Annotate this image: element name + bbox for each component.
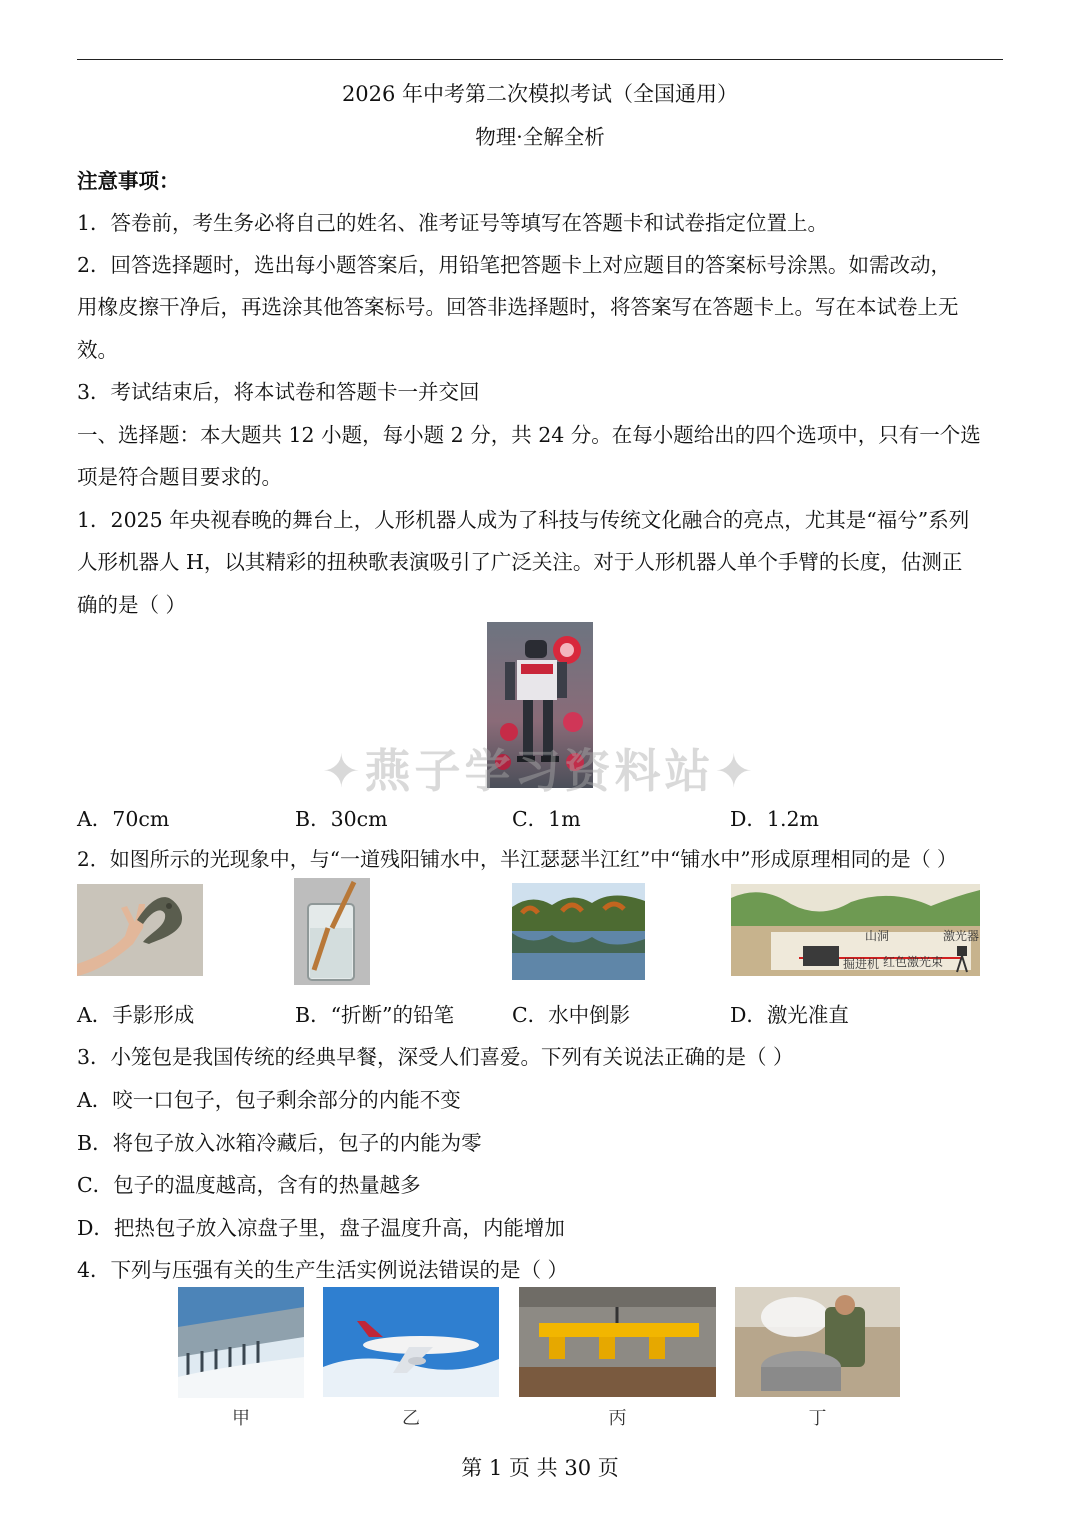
page-number: 第 1 页 共 30 页 xyxy=(461,1456,619,1480)
q1-option-d: D．1.2m xyxy=(730,807,819,831)
section-1-line-1: 一、选择题：本大题共 12 小题，每小题 2 分，共 24 分。在每小题给出的四个选项中，只有一个选 xyxy=(77,423,981,447)
q1-option-c: C．1m xyxy=(512,807,581,831)
diagram-label-laser: 激光器 xyxy=(943,929,980,943)
water-reflection-photo xyxy=(512,883,645,980)
q4-caption-yi: 乙 xyxy=(402,1408,420,1429)
q3-option-a: A．咬一口包子，包子剩余部分的内能不变 xyxy=(77,1088,461,1112)
q3-stem: 3．小笼包是我国传统的经典早餐，深受人们喜爱。下列有关说法正确的是（ ） xyxy=(77,1045,794,1069)
page-title: 2026 年中考第二次模拟考试（全国通用） xyxy=(341,82,739,106)
pressure-cooker-photo xyxy=(735,1287,900,1397)
page-subtitle: 物理·全解全析 xyxy=(475,125,605,149)
diagram-label-cave: 山洞 xyxy=(865,929,890,943)
q3-option-b: B．将包子放入冰箱冷藏后，包子的内能为零 xyxy=(77,1131,482,1155)
q2-option-b: B．“折断”的铅笔 xyxy=(295,1003,455,1027)
diagram-label-machine: 掘进机 xyxy=(843,957,880,971)
watermark-text: ✦燕子学习资料站✦ xyxy=(322,744,758,798)
notice-item-1: 1．答卷前，考生务必将自己的姓名、准考证号等填写在答题卡和试卷指定位置上。 xyxy=(77,211,829,235)
q1-option-a: A．70cm xyxy=(77,807,170,831)
magnetic-lifter-photo xyxy=(519,1287,716,1397)
header-rule xyxy=(77,59,1003,60)
q2-option-a: A．手影形成 xyxy=(77,1003,195,1027)
dam-photo xyxy=(178,1287,304,1398)
q1-stem-line-3: 确的是（ ） xyxy=(77,593,187,617)
q4-caption-ding: 丁 xyxy=(808,1408,827,1429)
q2-option-c: C．水中倒影 xyxy=(512,1003,631,1027)
airplane-photo xyxy=(323,1287,499,1397)
diagram-label-beam: 红色激光束 xyxy=(883,955,944,969)
q3-option-d: D．把热包子放入凉盘子里，盘子温度升高，内能增加 xyxy=(77,1216,565,1240)
q4-caption-bing: 丙 xyxy=(608,1408,627,1429)
laser-tunnel-diagram xyxy=(731,884,980,976)
q3-option-c: C．包子的温度越高，含有的热量越多 xyxy=(77,1173,421,1197)
q2-option-d: D．激光准直 xyxy=(730,1003,849,1027)
notice-heading: 注意事项： xyxy=(77,169,180,193)
notice-item-2-line-2: 用橡皮擦干净后，再选涂其他答案标号。回答非选择题时，将答案写在答题卡上。写在本试卷上无 xyxy=(77,295,959,319)
notice-item-3: 3．考试结束后，将本试卷和答题卡一并交回 xyxy=(77,380,480,404)
q4-stem: 4．下列与压强有关的生产生活实例说法错误的是（ ） xyxy=(77,1258,569,1282)
q1-stem-line-1: 1．2025 年央视春晚的舞台上，人形机器人成为了科技与传统文化融合的亮点，尤其是“福兮”系列 xyxy=(77,508,970,532)
notice-item-2-line-3: 效。 xyxy=(77,338,118,362)
section-1-line-2: 项是符合题目要求的。 xyxy=(77,465,282,489)
notice-item-2-line-1: 2．回答选择题时，选出每小题答案后，用铅笔把答题卡上对应题目的答案标号涂黑。如需改动， xyxy=(77,253,952,277)
q1-option-b: B．30cm xyxy=(295,807,388,831)
q1-stem-line-2: 人形机器人 H，以其精彩的扭秧歌表演吸引了广泛关注。对于人形机器人单个手臂的长度，估测正 xyxy=(77,550,963,574)
hand-shadow-photo xyxy=(77,884,203,976)
q4-caption-jia: 甲 xyxy=(232,1408,250,1429)
q2-stem: 2．如图所示的光现象中，与“一道残阳铺水中，半江瑟瑟半江红”中“铺水中”形成原理相同的是（ ） xyxy=(77,847,957,871)
pencil-in-water-photo xyxy=(294,878,370,985)
